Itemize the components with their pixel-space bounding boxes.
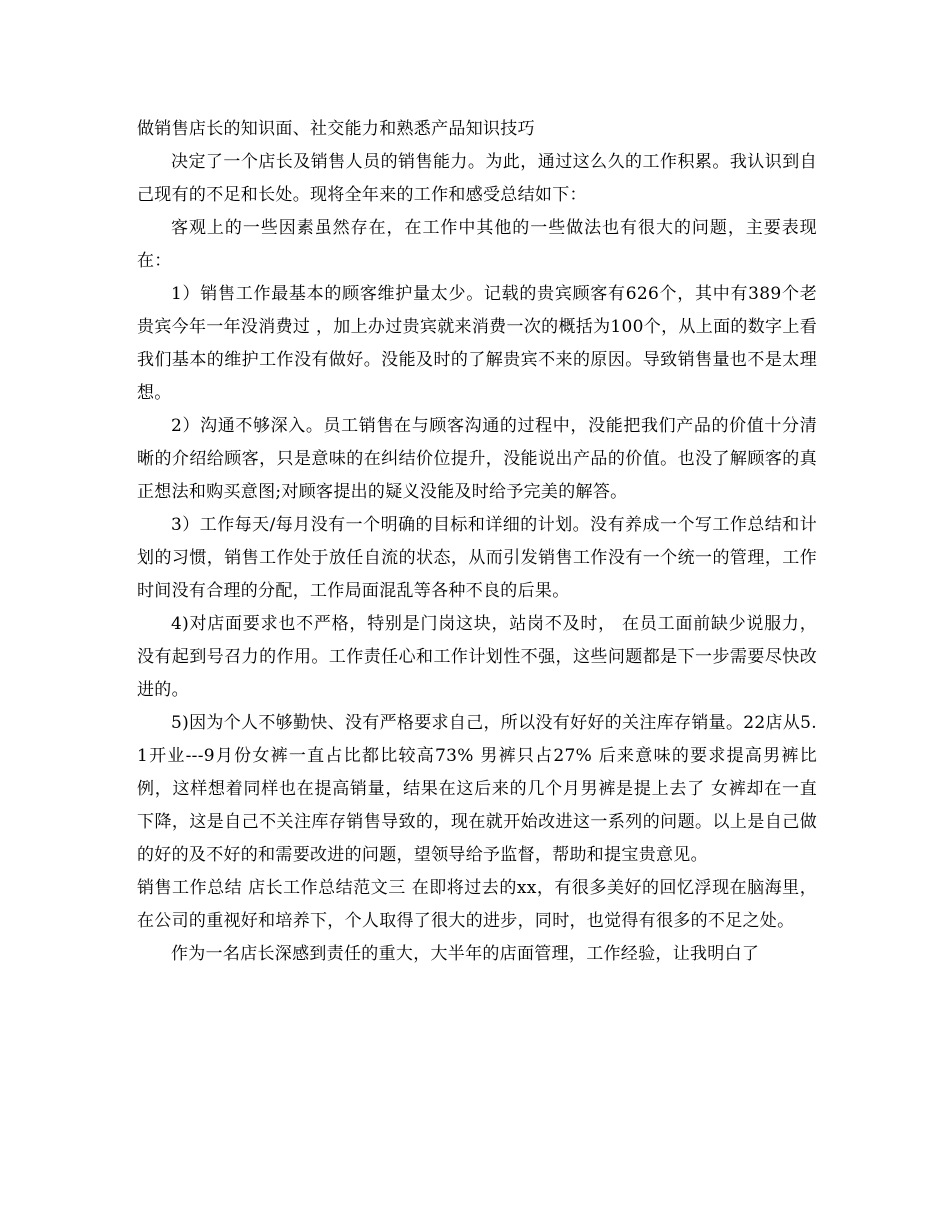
document-heading: 做销售店长的知识面、社交能力和熟悉产品知识技巧 — [137, 119, 535, 139]
paragraph-intro: 决定了一个店长及销售人员的销售能力。为此，通过这么久的工作积累。我认识到自己现有的不足和长处。现将全年来的工作和感受总结如下： — [137, 152, 817, 205]
paragraph-problems-intro: 客观上的一些因素虽然存在，在工作中其他的一些做法也有很大的问题，主要表现在： — [137, 218, 817, 271]
document-body — [137, 113, 817, 971]
paragraph-point-2: 2）沟通不够深入。员工销售在与顾客沟通的过程中，没能把我们产品的价值十分清晰的介绍给顾客，只是意味的在纠结价位提升，没能说出产品的价值。也没了解顾客的真正想法和购买意图;对顾客提出的疑义没能及时给予完美的解答。 — [137, 416, 817, 502]
paragraph-section-three: 销售工作总结 店长工作总结范文三 在即将过去的xx，有很多美好的回忆浮现在脑海里，在公司的重视好和培养下，个人取得了很大的进步，同时，也觉得有很多的不足之处。 — [137, 878, 817, 931]
paragraph-manager-duty: 作为一名店长深感到责任的重大，大半年的店面管理，工作经验，让我明白了 — [171, 944, 760, 964]
paragraph-point-4: 4)对店面要求也不严格，特别是门岗这块，站岗不及时， 在员工面前缺少说服力，没有起到号召力的作用。工作责任心和工作计划性不强，这些问题都是下一步需要尽快改进的。 — [137, 614, 817, 700]
paragraph-point-3: 3）工作每天/每月没有一个明确的目标和详细的计划。没有养成一个写工作总结和计划的习惯，销售工作处于放任自流的状态，从而引发销售工作没有一个统一的管理，工作时间没有合理的分配，工作局面混乱等各种不良的后果。 — [137, 515, 817, 601]
paragraph-point-5: 5)因为个人不够勤快、没有严格要求自己，所以没有好好的关注库存销量。22店从5.1开业---9月份女裤一直占比都比较高73% 男裤只占27% 后来意味的要求提高男裤比例，这样想着同样也在提高销量，结果在这后来的几个月男裤是提上去了 女裤却在一直下降，这是自己不关注库存销售导致的，现在就开始改进这一系列的问题。以上是自己做的好的及不好的和需要改进的问题，望领导给予监督，帮助和提宝贵意见。 — [137, 713, 817, 865]
paragraph-point-1: 1）销售工作最基本的顾客维护量太少。记载的贵宾顾客有626个，其中有389个老贵宾今年一年没消费过 ，加上办过贵宾就来消费一次的概括为100个，从上面的数字上看我们基本的维护工作没有做好。没能及时的了解贵宾不来的原因。导致销售量也不是太理想。 — [137, 284, 817, 403]
